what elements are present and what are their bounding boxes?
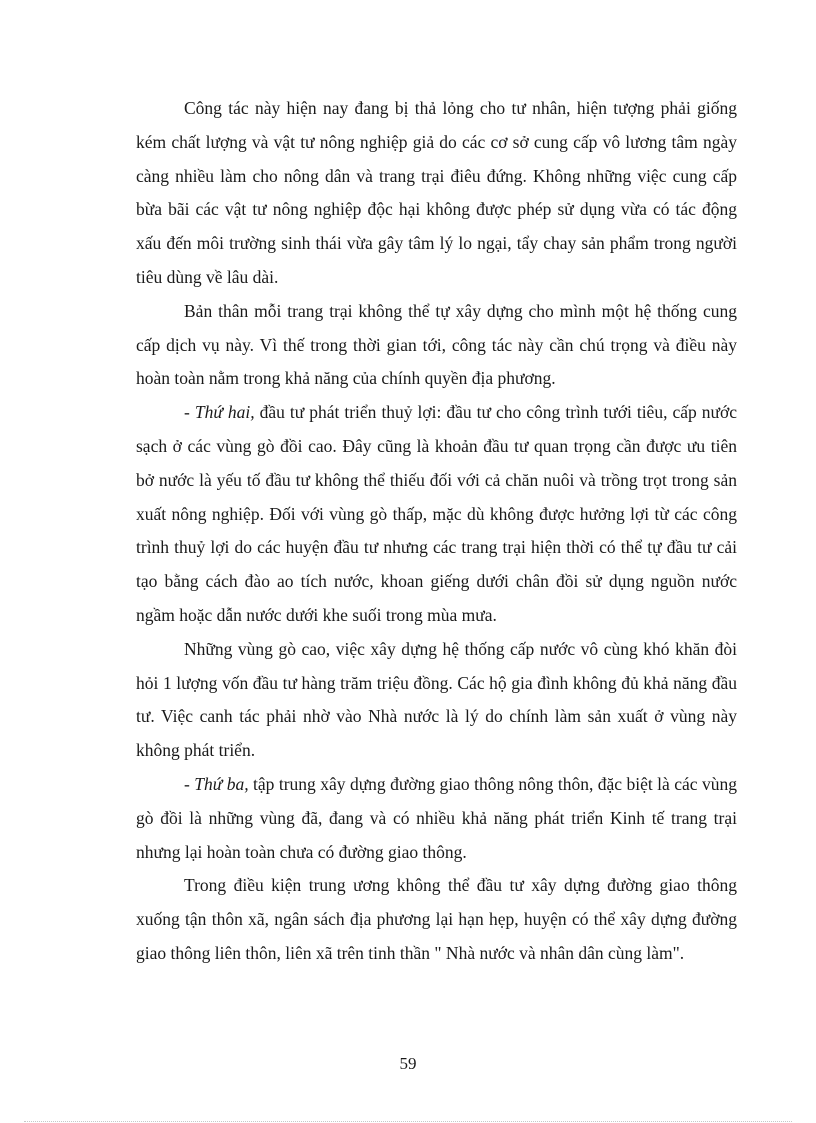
body-text xyxy=(136,92,737,971)
paragraph-5-text: tập trung xây dựng đường giao thông nông thôn, đặc biệt là các vùng gò đồi là những vùng đã, đang và có nhiều khả năng phát triển Kinh tế trang trại nhưng lại hoàn toàn chưa có đường giao thông. xyxy=(136,773,737,862)
paragraph-1-text: Công tác này hiện nay đang bị thả lỏng cho tư nhân, hiện tượng phải giống kém chất lượng và vật tư nông nghiệp giả do các cơ sở cung cấp vô lương tâm ngày càng nhiều làm cho nông dân và trang trại điêu đứng. Không những việc cung cấp bừa bãi các vật tư nông nghiệp độc hại không được phép sử dụng vừa có tác động xấu đến môi trường sinh thái vừa gây tâm lý lo ngại, tẩy chay sản phẩm trong người tiêu dùng về lâu dài. xyxy=(136,98,737,287)
paragraph-4 xyxy=(136,633,737,768)
paragraph-2 xyxy=(136,295,737,396)
paragraph-6-text: Trong điều kiện trung ương không thể đầu tư xây dựng đường giao thông xuống tận thôn xã, ngân sách địa phương lại hạn hẹp, huyện có thể xây dựng đường giao thông liên thôn, liên xã trên tinh thần " Nhà nước và nhân dân cùng làm". xyxy=(136,875,737,963)
paragraph-3-lead: - Thứ hai, xyxy=(184,402,255,423)
paragraph-2-text: Bản thân mỗi trang trại không thể tự xây dựng cho mình một hệ thống cung cấp dịch vụ này. Vì thế trong thời gian tới, công tác này cần chú trọng và điều này hoàn toàn nằm trong khả năng của chính quyền địa phương. xyxy=(136,300,737,389)
bottom-divider xyxy=(24,1121,792,1122)
paragraph-3 xyxy=(136,396,737,633)
paragraph-5-lead: - Thứ ba, xyxy=(184,773,249,794)
paragraph-6 xyxy=(136,869,737,970)
page-number: 59 xyxy=(399,1054,417,1073)
paragraph-1 xyxy=(136,92,737,295)
paragraph-3-text: đầu tư phát triển thuỷ lợi: đầu tư cho công trình tưới tiêu, cấp nước sạch ở các vùng gò đồi cao. Đây cũng là khoản đầu tư quan trọng cần được ưu tiên bở nước là yếu tố đầu tư không thể thiếu đối với cả chăn nuôi và trồng trọt trong sản xuất nông nghiệp. Đối với vùng gò thấp, mặc dù không được hưởng lợi từ các công trình thuỷ lợi do các huyện đầu tư nhưng các trang trại hiện thời có thể tự đầu tư cải tạo bằng cách đào ao tích nước, khoan giếng dưới chân đồi sử dụng nguồn nước ngầm hoặc dẫn nước dưới khe suối trong mùa mưa. xyxy=(136,402,738,625)
paragraph-4-text: Những vùng gò cao, việc xây dựng hệ thống cấp nước vô cùng khó khăn đòi hỏi 1 lượng vốn đầu tư hàng trăm triệu đồng. Các hộ gia đình không đủ khả năng đầu tư. Việc canh tác phải nhờ vào Nhà nước là lý do chính làm sản xuất ở vùng này không phát triển. xyxy=(136,638,737,761)
paragraph-5 xyxy=(136,768,737,869)
